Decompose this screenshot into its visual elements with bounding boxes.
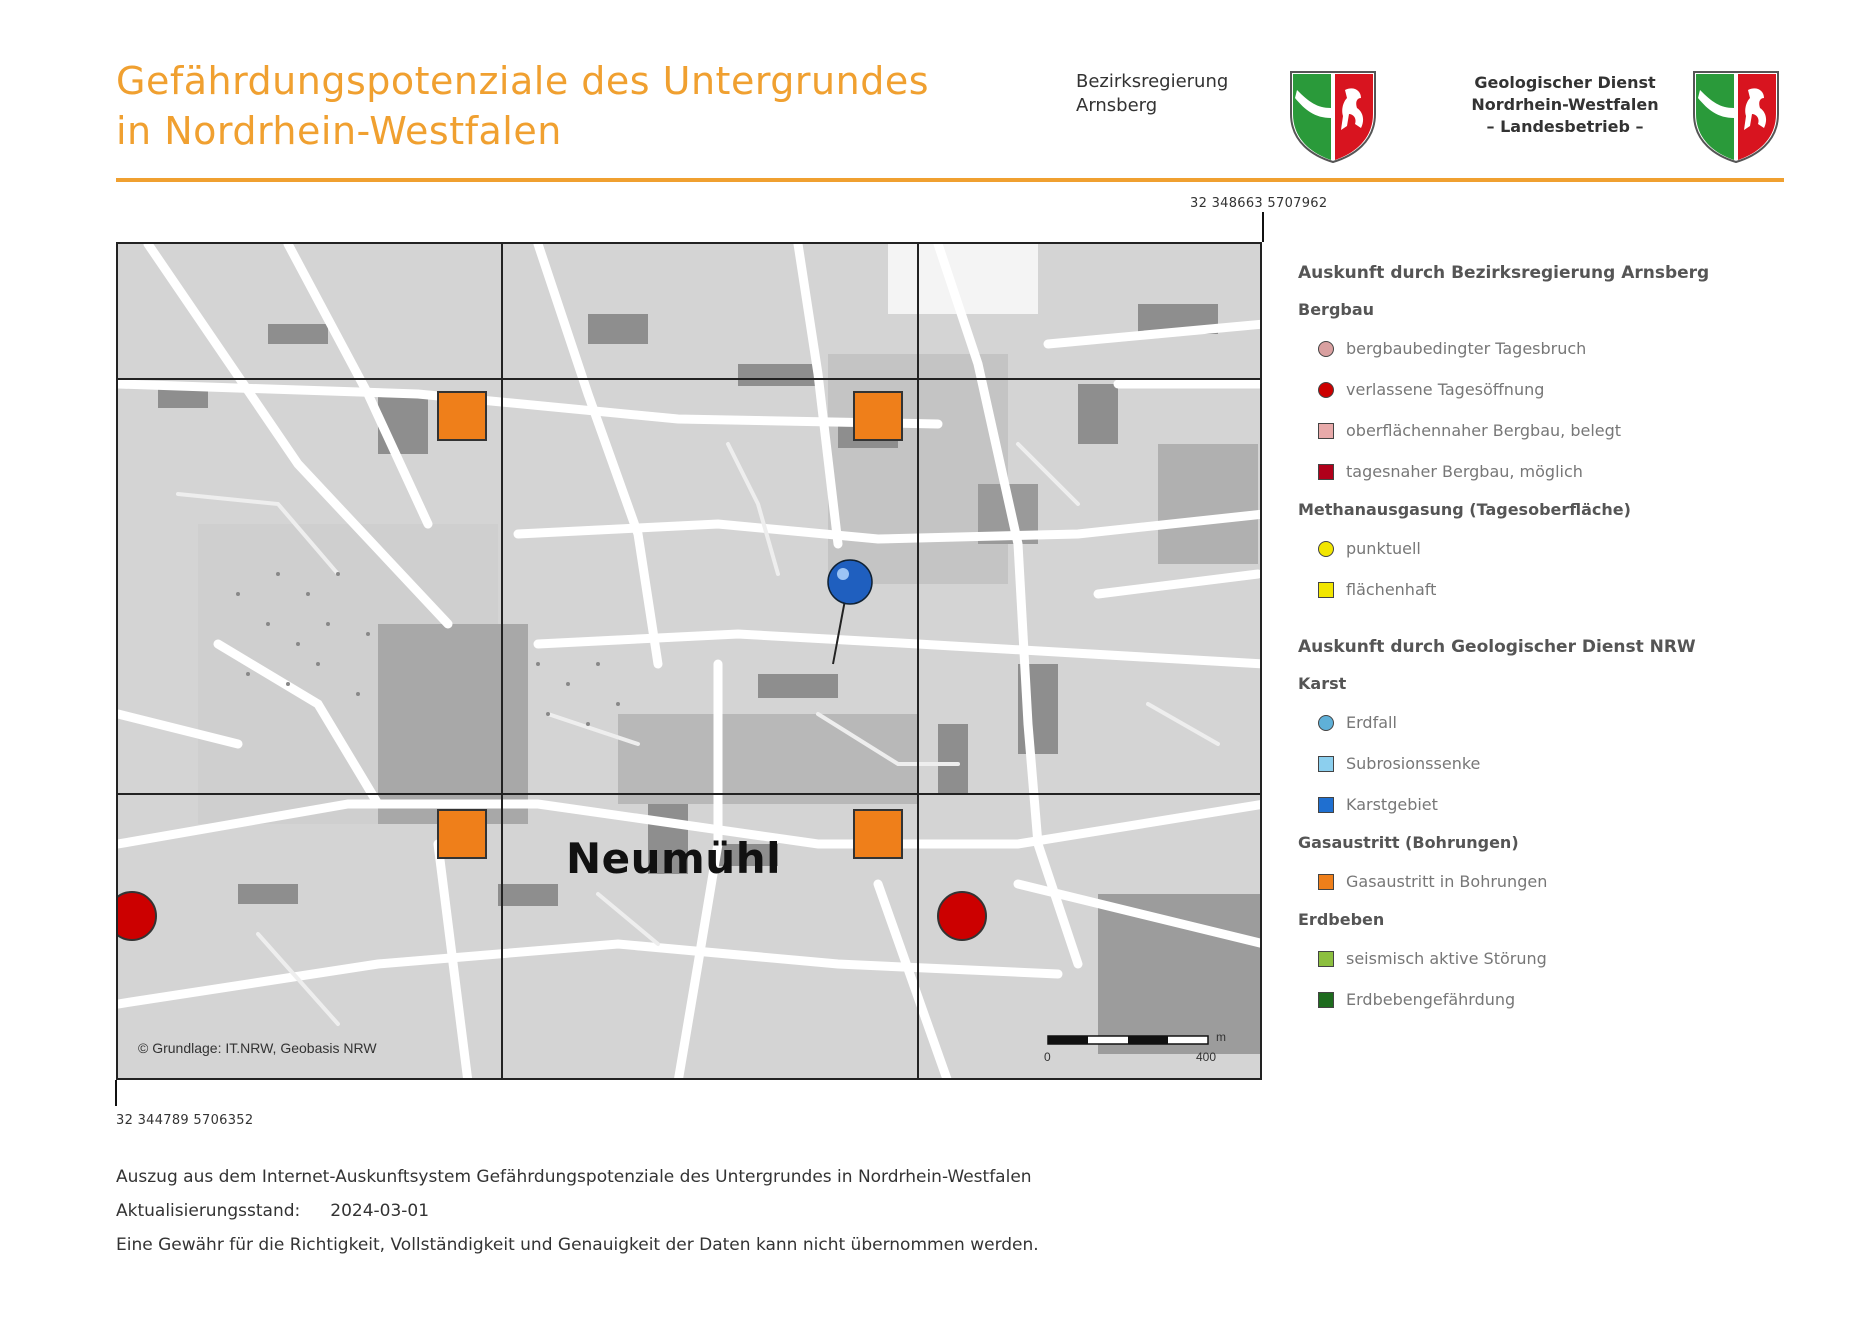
legend-item-label: seismisch aktive Störung [1346, 949, 1547, 968]
coord-tick-bottom [115, 1080, 117, 1106]
org2-line-3: – Landesbetrieb – [1486, 117, 1644, 136]
map-copyright: © Grundlage: IT.NRW, Geobasis NRW [138, 1040, 377, 1056]
legend-item-label: Karstgebiet [1346, 795, 1438, 814]
title-line-1: Gefährdungspotenziale des Untergrundes [116, 59, 929, 103]
opening-circle-marker[interactable] [118, 892, 156, 940]
legend-item[interactable] [1298, 938, 1818, 979]
legend-section-geologischer-dienst: Auskunft durch Geologischer Dienst NRW [1298, 637, 1696, 657]
legend-square-icon [1318, 992, 1334, 1008]
footer-disclaimer: Eine Gewähr für die Richtigkeit, Vollständigkeit und Genauigkeit der Daten kann nicht übernommen werden. [116, 1235, 1039, 1255]
footer [116, 1160, 1039, 1262]
footer-date-row [116, 1194, 1039, 1228]
title-line-2: in Nordrhein-Westfalen [116, 109, 562, 153]
opening-circle-marker[interactable] [938, 892, 986, 940]
map-view[interactable] [116, 242, 1262, 1080]
legend-item-label: Gasaustritt in Bohrungen [1346, 872, 1548, 891]
scale-end-label: 400 [1196, 1050, 1217, 1064]
map-legend [1298, 254, 1818, 1020]
legend-item[interactable] [1298, 784, 1818, 825]
org-bezirksregierung [1076, 70, 1228, 118]
legend-circle-icon [1318, 341, 1334, 357]
legend-item-label: Subrosionssenke [1346, 754, 1481, 773]
legend-item-label: Erdfall [1346, 713, 1397, 732]
org1-line-2: Arnsberg [1076, 95, 1158, 116]
legend-item-label: punktuell [1346, 539, 1421, 558]
legend-item[interactable] [1298, 861, 1818, 902]
legend-item[interactable] [1298, 369, 1818, 410]
legend-item[interactable] [1298, 702, 1818, 743]
footer-line-1: Auszug aus dem Internet-Auskunftsystem Gefährdungspotenziale des Untergrundes in Nordrhein-Westfalen [116, 1167, 1032, 1187]
legend-square-icon [1318, 874, 1334, 890]
org2-line-1: Geologischer Dienst [1474, 73, 1656, 92]
legend-square-icon [1318, 951, 1334, 967]
legend-item-label: oberflächennaher Bergbau, belegt [1346, 421, 1622, 440]
legend-item[interactable] [1298, 528, 1818, 569]
legend-group-gas: Gasaustritt (Bohrungen) [1298, 833, 1519, 852]
page-title [116, 56, 1016, 156]
coord-bottom-left: 32 344789 5706352 [116, 1113, 254, 1128]
location-pin-icon[interactable] [828, 560, 872, 604]
gas-square-marker[interactable] [854, 392, 902, 440]
legend-group-erdbeben: Erdbeben [1298, 910, 1385, 929]
scale-unit-label: m [1216, 1030, 1226, 1044]
legend-item[interactable] [1298, 743, 1818, 784]
legend-square-icon [1318, 582, 1334, 598]
scale-start-label: 0 [1044, 1050, 1051, 1064]
gas-square-marker[interactable] [438, 392, 486, 440]
legend-section-bezirksregierung: Auskunft durch Bezirksregierung Arnsberg [1298, 263, 1710, 283]
org-geologischer-dienst [1460, 72, 1670, 138]
legend-group-karst: Karst [1298, 674, 1347, 693]
nrw-crest-icon [1690, 68, 1782, 164]
legend-item[interactable] [1298, 328, 1818, 369]
legend-group-bergbau: Bergbau [1298, 300, 1375, 319]
map-canvas [118, 244, 1262, 1080]
header-rule [116, 178, 1784, 182]
legend-circle-icon [1318, 541, 1334, 557]
legend-square-icon [1318, 423, 1334, 439]
place-label: Neumühl [566, 834, 781, 883]
legend-square-icon [1318, 797, 1334, 813]
gas-square-marker[interactable] [438, 810, 486, 858]
legend-square-icon [1318, 756, 1334, 772]
legend-item-label: flächenhaft [1346, 580, 1437, 599]
legend-item-label: tagesnaher Bergbau, möglich [1346, 462, 1583, 481]
date-label: Aktualisierungsstand: [116, 1201, 301, 1221]
legend-item[interactable] [1298, 979, 1818, 1020]
legend-item[interactable] [1298, 410, 1818, 451]
date-value: 2024-03-01 [330, 1201, 430, 1221]
legend-item-label: Erdbebengefährdung [1346, 990, 1516, 1009]
org2-line-2: Nordrhein-Westfalen [1471, 95, 1659, 114]
legend-item-label: verlassene Tagesöffnung [1346, 380, 1545, 399]
legend-square-icon [1318, 464, 1334, 480]
legend-item[interactable] [1298, 569, 1818, 610]
legend-item-label: bergbaubedingter Tagesbruch [1346, 339, 1587, 358]
coord-top-right: 32 348663 5707962 [1190, 196, 1328, 211]
nrw-crest-icon [1287, 68, 1379, 164]
legend-circle-icon [1318, 715, 1334, 731]
org1-line-1: Bezirksregierung [1076, 71, 1229, 92]
legend-circle-icon [1318, 382, 1334, 398]
coord-tick-top [1262, 212, 1264, 242]
legend-item[interactable] [1298, 451, 1818, 492]
legend-group-methan: Methanausgasung (Tagesoberfläche) [1298, 500, 1631, 519]
gas-square-marker[interactable] [854, 810, 902, 858]
